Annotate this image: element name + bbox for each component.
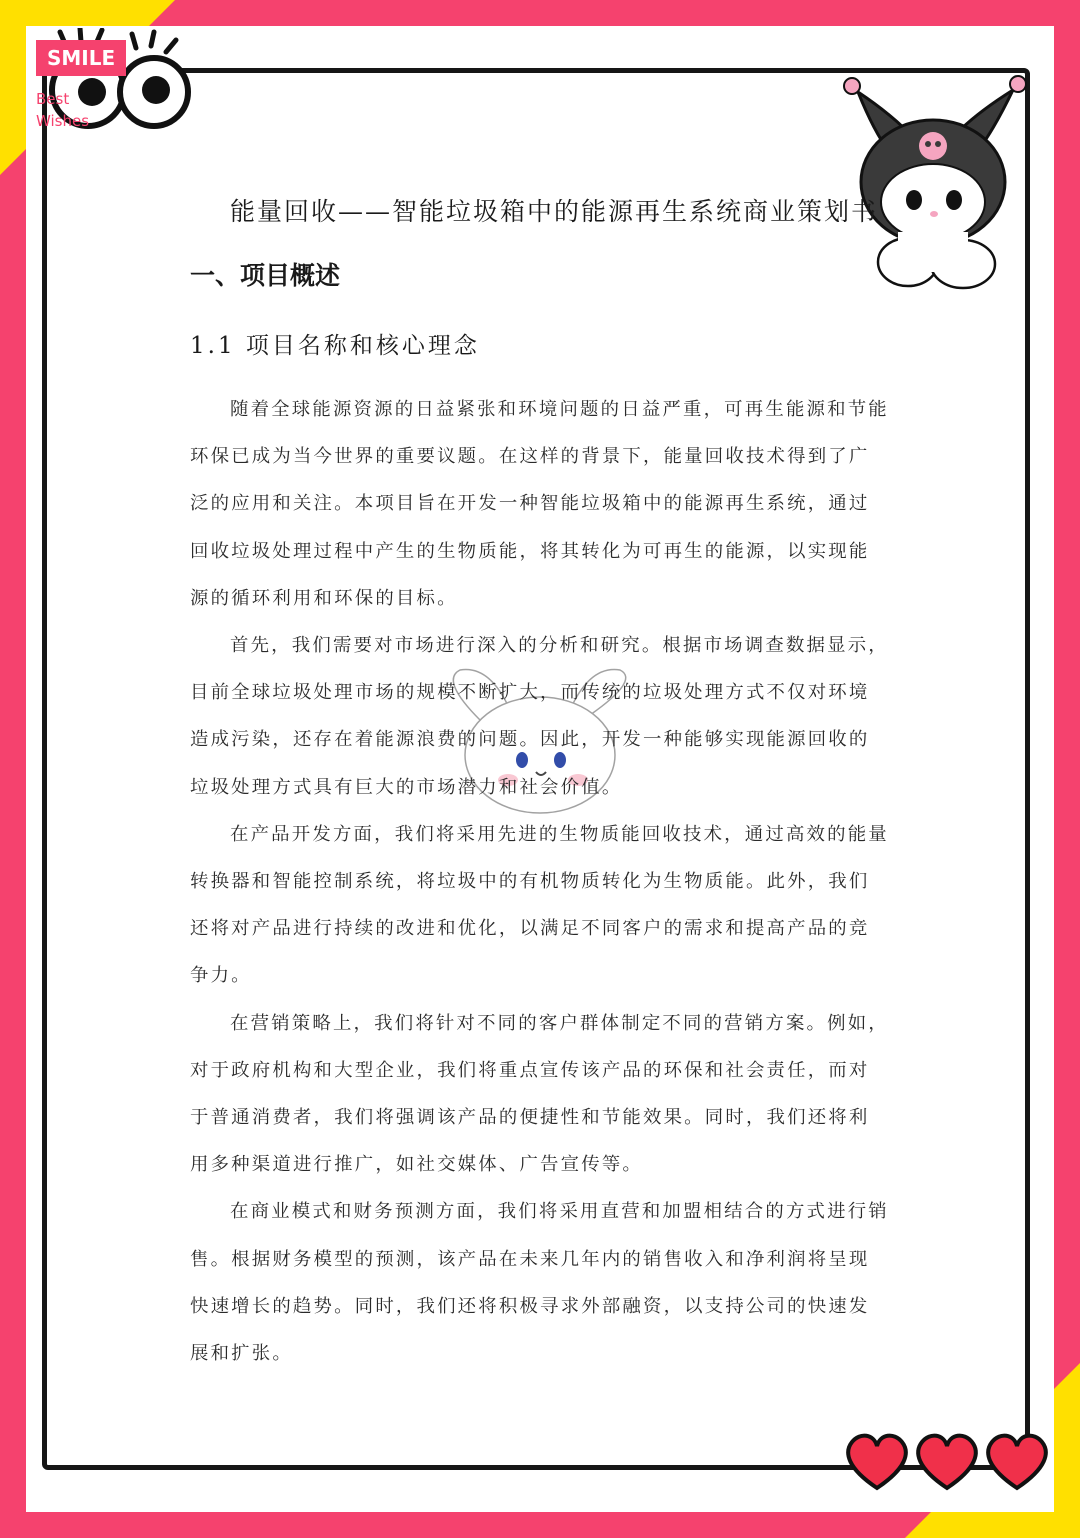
section-heading: 一、项目概述	[190, 261, 341, 290]
heart-icon	[848, 1436, 906, 1488]
paragraph: 首先，我们需要对市场进行深入的分析和研究。根据市场调查数据显示，目前全球垃圾处理市场的规模不断扩大，而传统的垃圾处理方式不仅对环境造成污染，还存在着能源浪费的问题。因此，开发一种能够实现能源回收的垃圾处理方式具有巨大的市场潜力和社会价值。	[190, 635, 889, 798]
smile-tag: SMILE	[36, 40, 126, 76]
smile-subtitle	[36, 88, 89, 132]
paragraph: 在营销策略上，我们将针对不同的客户群体制定不同的营销方案。例如，对于政府机构和大型企业，我们将重点宣传该产品的环保和社会责任，而对于普通消费者，我们将强调该产品的便捷性和节能效果。同时，我们还将利用多种渠道进行推广，如社交媒体、广告宣传等。	[190, 1012, 889, 1176]
hearts-decoration	[842, 1430, 1052, 1492]
paragraph: 随着全球能源资源的日益紧张和环境问题的日益严重，可再生能源和节能环保已成为当今世界的重要议题。在这样的背景下，能量回收技术得到了广泛的应用和关注。本项目旨在开发一种智能垃圾箱中的能源再生系统，通过回收垃圾处理过程中产生的生物质能，将其转化为可再生的能源，以实现能源的循环利用和环保的目标。	[190, 399, 889, 609]
smile-sticker	[26, 28, 196, 138]
heart-icon	[988, 1436, 1046, 1488]
kuromi-icon	[838, 72, 1028, 292]
smile-sub-line1: Best	[36, 90, 70, 108]
heart-icon	[918, 1436, 976, 1488]
paragraph: 在产品开发方面，我们将采用先进的生物质能回收技术，通过高效的能量转换器和智能控制系统，将垃圾中的有机物质转化为生物质能。此外，我们还将对产品进行持续的改进和优化，以满足不同客户的需求和提高产品的竞争力。	[190, 823, 889, 987]
smile-sub-line2: Wishes	[36, 112, 90, 130]
document-body	[190, 386, 890, 1377]
document-title: 能量回收——智能垃圾箱中的能源再生系统商业策划书	[230, 197, 879, 226]
subsection-heading: 1.1 项目名称和核心理念	[190, 333, 480, 359]
paragraph: 在商业模式和财务预测方面，我们将采用直营和加盟相结合的方式进行销售。根据财务模型的预测，该产品在未来几年内的销售收入和净利润将呈现快速增长的趋势。同时，我们还将积极寻求外部融资，以支持公司的快速发展和扩张。	[190, 1201, 889, 1365]
